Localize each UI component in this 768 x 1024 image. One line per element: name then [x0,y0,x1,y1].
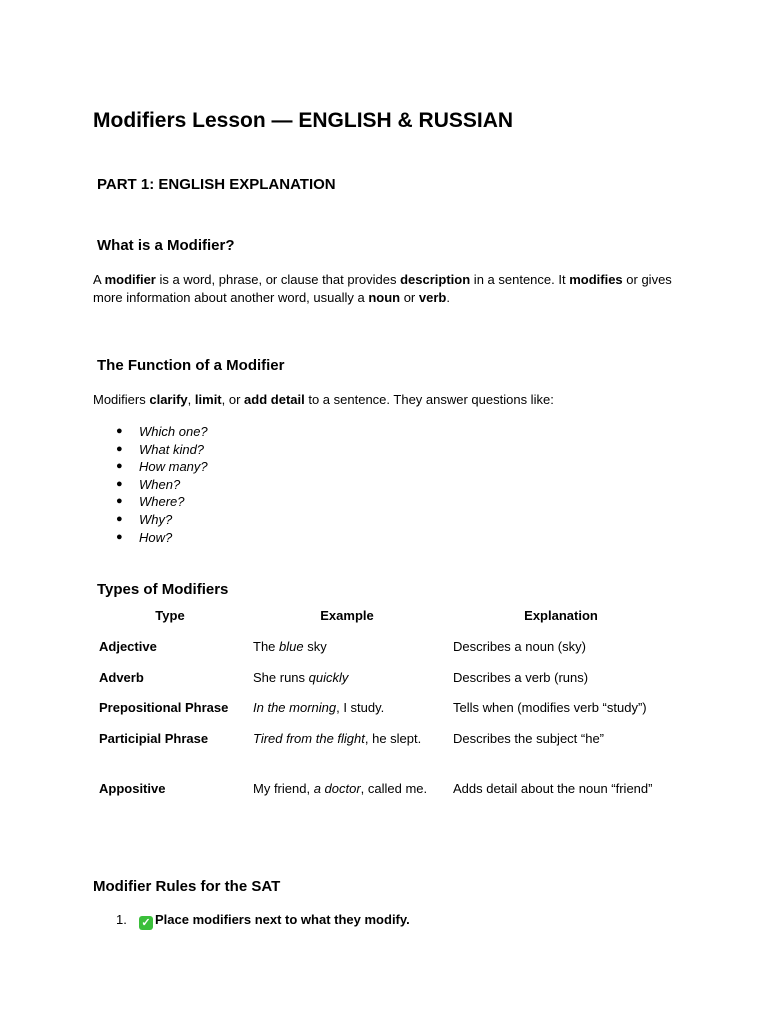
list-item: ● Where? [116,494,185,510]
rules-list [116,911,410,930]
list-item: ● Which one? [116,424,208,439]
type-cell: Adjective [99,639,157,654]
list-item: ● How? [116,529,173,545]
explanation-cell: Tells when (modifies verb “study”) [453,700,647,715]
explanation-cell: Describes a verb (runs) [453,669,589,685]
document-title: Modifiers Lesson — ENGLISH & RUSSIAN [93,109,514,132]
column-header-example: Example [320,608,374,623]
type-cell: Appositive [99,780,166,796]
table-row [93,666,675,697]
modifier-types-table [93,604,675,807]
explanation-cell: Describes a noun (sky) [453,639,586,654]
example-cell: Tired from the flight, he slept. [253,730,422,746]
part-heading: PART 1: ENGLISH EXPLANATION [97,176,336,193]
question-list [116,423,208,546]
types-heading: Types of Modifiers [97,581,229,598]
list-item: ● Why? [116,511,173,527]
list-item: ● What kind? [116,441,205,457]
example-cell: My friend, a doctor, called me. [253,780,428,796]
explanation-cell: Adds detail about the noun “friend” [453,780,653,796]
rules-heading: Modifier Rules for the SAT [93,878,281,895]
what-paragraph: A modifier is a word, phrase, or clause that provides description in a sentence. It modifies or gives more information about another word, usually a noun or verb. [93,272,672,305]
example-cell: She runs quickly [253,669,349,685]
table-row [93,777,675,808]
explanation-cell: Describes the subject “he” [453,730,605,746]
what-heading: What is a Modifier? [97,237,235,254]
table-row [93,635,675,666]
list-item: ● How many? [116,459,208,475]
type-cell: Participial Phrase [99,730,209,746]
check-mark-icon: ✓ [139,916,153,930]
function-paragraph: Modifiers clarify, limit, or add detail to a sentence. They answer questions like: [93,392,554,407]
column-header-type: Type [155,608,185,623]
table-row [93,696,675,727]
type-cell: Prepositional Phrase [99,700,229,715]
column-header-explanation: Explanation [524,608,598,623]
list-item: ● When? [116,476,181,492]
example-cell: In the morning, I study. [253,700,385,715]
type-cell: Adverb [99,669,144,685]
table-row [93,727,675,777]
function-heading: The Function of a Modifier [97,357,285,374]
example-cell: The blue sky [253,639,327,654]
list-item: 1. ✓ Place modifiers next to what they modify. [116,912,410,929]
